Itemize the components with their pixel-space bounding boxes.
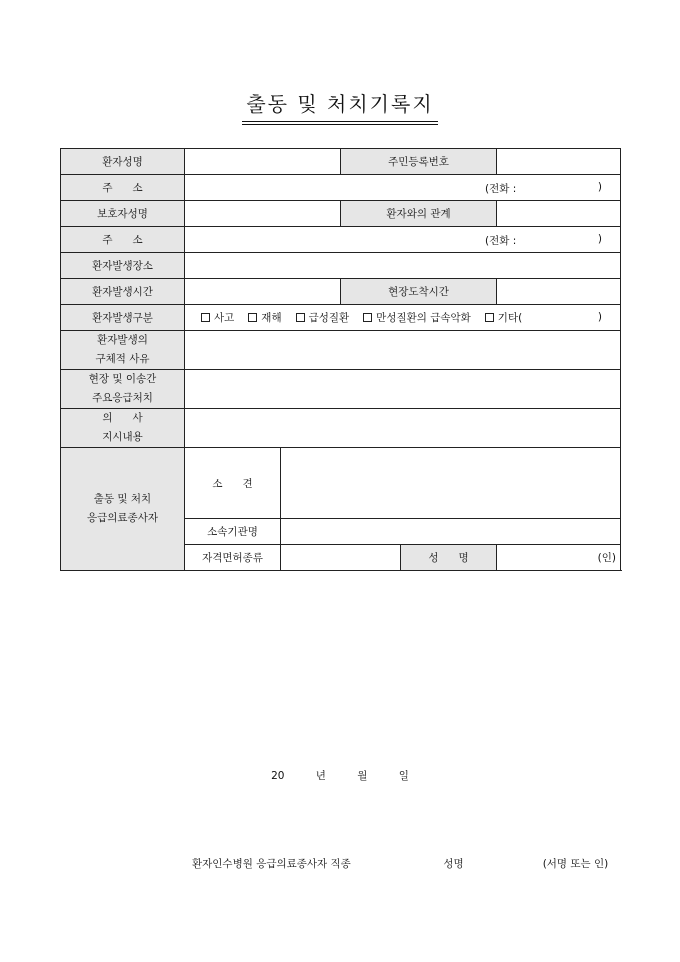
category-other-close: )	[597, 311, 603, 323]
title-wrap	[0, 88, 680, 122]
address-label: 주 소	[61, 175, 185, 201]
category-option-disaster[interactable]: 재해	[248, 310, 281, 325]
day-label: 일	[398, 770, 409, 782]
checkbox-icon	[248, 313, 257, 322]
license-field[interactable]	[281, 545, 401, 571]
opinion-label: 소 견	[185, 448, 281, 519]
receiver-line	[192, 856, 608, 871]
category-option-accident[interactable]: 사고	[201, 310, 234, 325]
guardian-name-field[interactable]	[185, 201, 341, 227]
checkbox-icon	[485, 313, 494, 322]
form-row-category	[61, 305, 621, 331]
phone-label: (전화 :	[485, 183, 517, 195]
address-field[interactable]	[185, 175, 621, 201]
license-label: 자격면허종류	[185, 545, 281, 571]
phone-close: )	[597, 181, 603, 193]
year-prefix: 20	[271, 770, 285, 782]
doctor-field[interactable]	[185, 409, 621, 448]
guardian-address-field[interactable]	[185, 227, 621, 253]
category-label: 환자발생구분	[61, 305, 185, 331]
place-field[interactable]	[185, 253, 621, 279]
reason-field[interactable]	[185, 331, 621, 370]
form-row-guardian	[61, 201, 621, 227]
checkbox-icon	[363, 313, 372, 322]
guardian-address-label: 주 소	[61, 227, 185, 253]
guardian-phone-label: (전화 :	[485, 235, 517, 247]
opinion-field[interactable]	[281, 448, 621, 519]
form-row-doctor	[61, 409, 621, 448]
treatment-label: 현장 및 이송간 주요응급처치	[61, 370, 185, 409]
checkbox-icon	[201, 313, 210, 322]
record-form	[60, 148, 621, 571]
receiver-name-label: 성명	[443, 858, 464, 870]
place-label: 환자발생장소	[61, 253, 185, 279]
patient-name-field[interactable]	[185, 149, 341, 175]
treatment-field[interactable]	[185, 370, 621, 409]
date-line	[0, 768, 680, 783]
category-option-chronic[interactable]: 만성질환의 급속악화	[363, 310, 471, 325]
checkbox-icon	[296, 313, 305, 322]
time-label: 환자발생시간	[61, 279, 185, 305]
page-title: 출동 및 처치기록지	[242, 88, 437, 122]
seal-label: (인)	[597, 552, 617, 564]
form-row-reason	[61, 331, 621, 370]
guardian-name-label: 보호자성명	[61, 201, 185, 227]
relation-label: 환자와의 관계	[341, 201, 497, 227]
reason-label: 환자발생의 구체적 사유	[61, 331, 185, 370]
guardian-phone-close: )	[597, 233, 603, 245]
receiver-job-label: 환자인수병원 응급의료종사자 직종	[192, 858, 351, 870]
signature-field[interactable]	[497, 545, 621, 571]
time-field[interactable]	[185, 279, 341, 305]
form-row-staff-opinion	[61, 448, 621, 519]
form-row-address	[61, 175, 621, 201]
receiver-sign-label: (서명 또는 인)	[542, 858, 609, 870]
agency-label: 소속기관명	[185, 519, 281, 545]
doctor-label: 의 사 지시내용	[61, 409, 185, 448]
arrival-field[interactable]	[497, 279, 621, 305]
form-row-time	[61, 279, 621, 305]
agency-field[interactable]	[281, 519, 621, 545]
month-label: 월	[357, 770, 368, 782]
category-option-other[interactable]: 기타(	[485, 310, 522, 325]
year-label: 년	[315, 770, 326, 782]
form-row-place	[61, 253, 621, 279]
signature-name-label: 성 명	[401, 545, 497, 571]
category-options	[185, 305, 621, 331]
rrn-field[interactable]	[497, 149, 621, 175]
form-row-treatment	[61, 370, 621, 409]
form-row-guardian-address	[61, 227, 621, 253]
staff-label: 출동 및 처치 응급의료종사자	[61, 448, 185, 571]
relation-field[interactable]	[497, 201, 621, 227]
patient-name-label: 환자성명	[61, 149, 185, 175]
form-row-patient	[61, 149, 621, 175]
category-option-acute[interactable]: 급성질환	[296, 310, 350, 325]
arrival-label: 현장도착시간	[341, 279, 497, 305]
rrn-label: 주민등록번호	[341, 149, 497, 175]
